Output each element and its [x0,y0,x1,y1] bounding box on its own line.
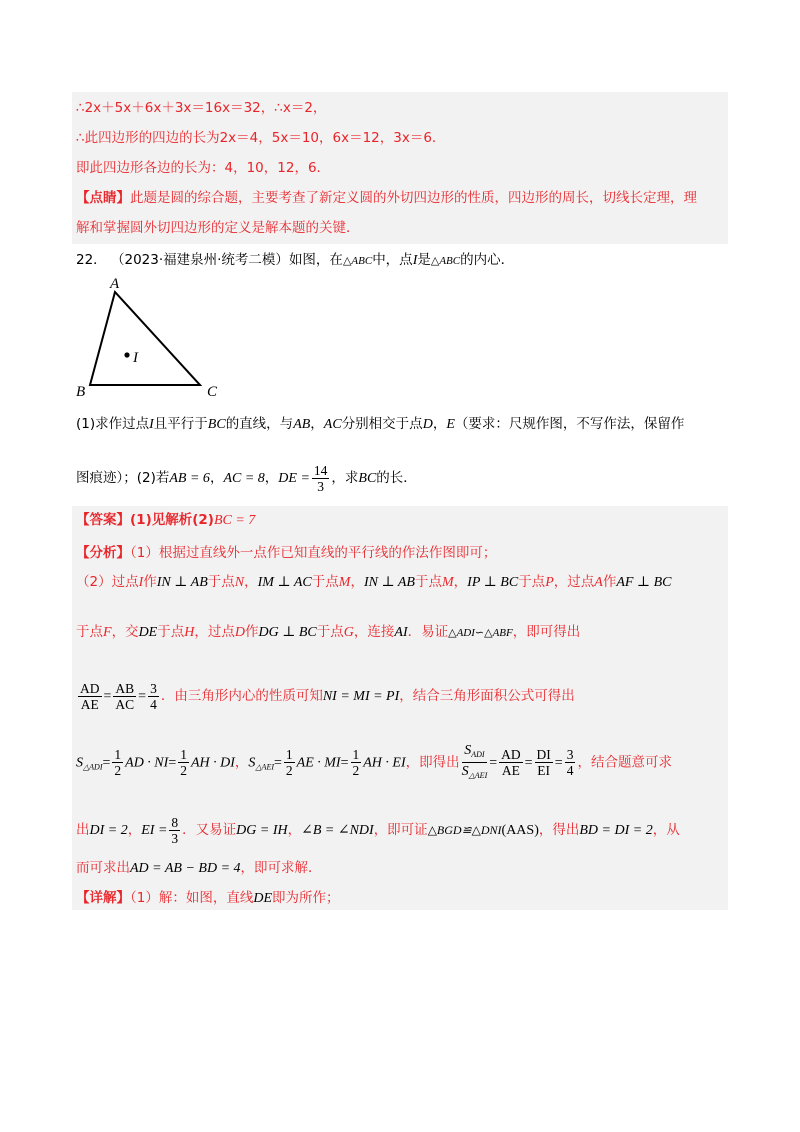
a7ad: AD = AB − BD = 4 [130,861,241,876]
a3b: ，交 [111,624,139,640]
a7a: 而可求出 [76,860,130,876]
t1: AD · NI [125,755,169,771]
a2e3: IN ⊥ AB [363,575,415,590]
a3f2: ．易证 [407,624,449,640]
analysis-tag: 【分析】 [76,545,130,561]
a6bd: BD = DI = 2 [579,823,653,838]
p2-b: ，求 [331,470,359,486]
comment-tag: 【点睛】 [76,190,130,206]
solution-line-2: ∴此四边形的四边的长为2x＝4，5x＝10，6x＝12，3x＝6． [76,130,446,146]
a5b: ，结合题意可求 [577,754,672,771]
p1-d: 分别相交于点 [341,416,423,432]
part2-line: 图痕迹）；(2)若AB = 6，AC = 8，DE = $\frac{14}{3}$ ，求BC的长． [76,462,417,494]
point-i: I [412,253,418,268]
half-3 [284,747,295,778]
frac-3-4 [148,681,159,712]
answer-text: (1)见解析(2) [130,512,214,528]
a6d: ，得出 [538,822,580,838]
triangle-abc-1: △ABC [342,255,373,267]
a6ang: ∠B = ∠NDI [301,823,374,838]
h4n: 1 [352,747,360,762]
detail-de: DE [253,891,273,906]
r4n: 3 [566,747,574,762]
f3d: 4 [150,696,157,712]
a2c3: 于点 [414,574,442,590]
a2A: A [594,575,603,590]
detail-line [76,888,340,909]
rs2sub: △AEI [468,771,488,780]
comment-line-1 [76,188,697,208]
analysis-line-1 [76,543,496,563]
r4d: 4 [566,763,574,778]
a2a: （2）过点 [76,574,139,590]
a2b: 作 [143,574,157,590]
analysis-line-2: （2）过点I作IN ⊥ AB于点N，IM ⊥ AC于点M，IN ⊥ AB于点M，IP ⊥ BC于点P，过点A作AF ⊥ BC [76,574,672,590]
frac-den: 3 [317,478,325,494]
p1-i: I [149,417,154,432]
a6b: ．又易证 [182,822,237,838]
p2-c: 的长． [376,470,417,486]
a2m: M [338,575,351,590]
solution-line-3: 即此四边形各边的长为：4，10，12，6． [76,160,331,176]
a3de: DE [138,625,158,640]
analysis-line-5: $S_{\triangle ADI}=$ $\frac{1}{2}$ AD · NI= $\frac{1}{2}$ AH · DI，$S_{\triangle AEI}=$ $\frac{1}{2}$ AE · MI= $\frac{1}{2}$ AH · EI，即得出 $\frac{S_{ADI}}{S_{\triangle AEI}}$ = $\frac{AD}{AE}$ = $\frac{DI}{EI}$ = $\frac{3}{4}$ ，结合题意可求 [76,742,672,788]
label-a: A [110,276,120,292]
t4: AH · EI [363,755,406,771]
f3n: 3 [150,680,157,696]
frac-3-4-b [565,747,576,778]
a6dg: DG = IH [236,823,288,838]
triangle-figure [70,272,250,402]
analysis-line-7 [76,858,322,879]
frac-ab-ac [113,681,136,712]
fraction-14-3 [312,463,330,494]
stem-c: 是 [417,252,431,268]
t3: AE · MI [296,755,341,771]
label-c: C [207,384,218,400]
a2n: N [234,575,245,590]
p2-ab: AB = 6 [169,471,210,486]
a6e: ，从 [652,822,680,838]
frac-8-3 [169,815,180,846]
a2c: 于点 [207,574,235,590]
a6ei: EI = [141,823,168,838]
a3d0: D [234,625,245,640]
f1d: AE [80,696,99,712]
question-number: 22． [76,252,107,268]
a2c4: 于点 [518,574,546,590]
comment-line-2: 解和掌握圆外切四边形的定义是解本题的关键． [76,220,360,236]
f2d: AC [115,696,135,712]
p1-e: （要求：尺规作图，不写作法，保留作 [454,416,685,432]
solution-line-1: ∴2x＋5x＋6x＋3x＝16x＝32，∴x＝2， [76,100,327,116]
a2e4: IP ⊥ BC [467,575,519,590]
f2n: AB [115,680,135,696]
a4b: ，结合三角形面积公式可得出 [399,688,575,704]
stem-a: 如图，在 [288,252,343,268]
half-2 [178,747,189,778]
h2n: 1 [180,747,187,762]
triangle-abc [90,292,200,385]
a3g: G [343,625,354,640]
h4d: 2 [352,763,360,778]
h2d: 2 [180,763,187,778]
t2: AH · DI [190,755,235,771]
a2e2: IM ⊥ AC [257,575,312,590]
p2-bc: BC [358,471,377,486]
p2-a: 图痕迹）；(2)若 [76,470,170,486]
a3c: ，过点 [194,624,235,640]
a3f: F [103,625,112,640]
frac-ad-ae-2 [499,747,523,778]
r2d: AE [501,763,520,778]
detail-text2: 即为所作； [272,890,340,906]
s2sub: △AEI [255,762,274,772]
half-1 [112,747,123,778]
p1-E: E [446,417,455,432]
a3h: H [184,625,195,640]
a3e1: DG ⊥ BC [258,625,317,640]
r2n: AD [501,747,521,762]
rs1sub: ADI [471,750,485,759]
a2i: I [138,575,144,590]
a6a: 出 [76,822,90,838]
part1-line: (1)求作过点I且平行于BC的直线，与AB，AC分别相交于点D，E（要求：尺规作图，不写作法，保留作 [76,416,685,432]
h1n: 1 [114,747,122,762]
f1n: AD [80,680,100,696]
label-i: I [133,350,138,366]
label-b: B [76,384,86,400]
a3sim: △ADI∽△ABF [448,627,513,639]
triangle-abc-2: △ABC [430,255,461,267]
a3d: 作 [244,624,259,640]
h3n: 1 [285,747,293,762]
rs2: S [461,764,469,779]
s1: S [76,755,83,771]
a6aas: (AAS) [501,823,539,838]
rs1: S [464,743,472,758]
stem-b: 中，点 [372,252,413,268]
frac-s-ratio [462,742,488,783]
frac-num: 14 [313,462,328,478]
p2-ac: AC = 8 [223,471,265,486]
a6cong: △BGD≌△DNI [427,823,502,837]
p1-c: 的直线，与 [225,416,294,432]
a6di: DI = 2 [89,823,128,838]
question-source: （2023·福建泉州·统考二模） [110,252,289,268]
analysis-line-3 [76,622,580,643]
frac-di-ei [535,747,553,778]
a3e: ，连接 [353,624,395,640]
analysis-line-6: 出DI = 2，EI = $\frac{8}{3}$ ．又易证DG = IH，∠B = ∠NDI，即可证△BGD≌△DNI(AAS)，得出BD = DI = 2，从 [76,814,680,846]
comment-text-1: 此题是圆的综合题，主要考查了新定义圆的外切四边形的性质，四边形的周长，切线长定理，理 [130,190,697,206]
a3g2: ，即可得出 [512,624,581,640]
h3d: 2 [285,763,293,778]
answer-tag: 【答案】 [76,512,130,528]
a2b2: 作 [602,574,617,590]
incenter-dot [124,352,129,357]
p2-de-lhs: DE = [278,471,310,486]
r3n: DI [536,747,551,762]
a4eq: NI = MI = PI [322,689,400,704]
a4a: ．由三角形内心的性质可知 [160,688,323,704]
a3a: 于点 [76,624,103,640]
a2p: P [545,575,554,590]
s1sub: △ADI [83,762,103,772]
stem-d: 的内心． [460,252,515,268]
s2: S [248,755,256,771]
answer-result: BC = 7 [213,513,256,528]
p1-D: D [422,417,433,432]
analysis-line-4: $\frac{AD}{AE}$ = $\frac{AB}{AC}$ = $\frac{3}{4}$ ．由三角形内心的性质可知NI = MI = PI，结合三角形面积公式可得出 [80,680,575,712]
a5a: ，即得出 [405,754,460,771]
r3d: EI [537,763,551,778]
question-stem [76,250,514,271]
p1-a: (1)求作过点 [76,416,150,432]
a3c0: 于点 [157,624,185,640]
a2d: ，过点 [553,574,595,590]
a2m2: M [441,575,454,590]
detail-tag: 【详解】 [76,890,130,906]
p1-b: 且平行于 [153,416,208,432]
p1-ac: AC [323,417,342,432]
a2e1: IN ⊥ AB [156,575,208,590]
analysis-p1: （1）根据过直线外一点作已知直线的平行线的作法作图即可； [130,545,497,561]
a7b: ，即可求解． [240,860,322,876]
a3c2: 于点 [316,624,344,640]
a2e5: AF ⊥ BC [616,575,672,590]
e8d: 3 [171,830,179,846]
half-4 [351,747,362,778]
p1-ab: AB [293,417,311,432]
a6c: ，即可证 [373,822,428,838]
detail-text: （1）解：如图，直线 [130,890,254,906]
e8n: 8 [171,814,179,830]
h1d: 2 [114,763,122,778]
a2c2: 于点 [311,574,339,590]
a3ai: AI [394,625,408,640]
p1-bc: BC [207,417,226,432]
frac-ad-ae [78,681,102,712]
answer-line [76,510,255,531]
